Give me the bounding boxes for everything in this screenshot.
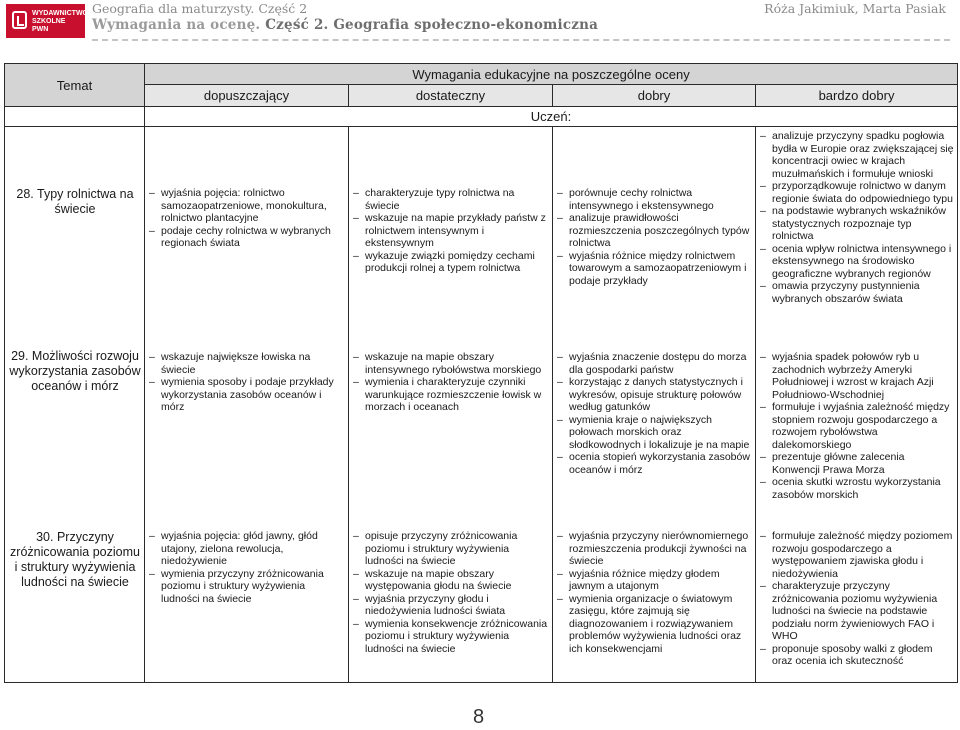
- logo-text-3: PWN: [32, 26, 49, 33]
- requirement-item: – wskazuje największe łowiska na świecie: [149, 351, 345, 376]
- requirement-item: – wyjaśnia pojęcia: głód jawny, głód utajony, zielona rewolucja, niedożywienie: [149, 530, 345, 568]
- requirement-item: – wyjaśnia pojęcia: rolnictwo samozaopatrzeniowe, monokultura, rolnictwo plantacyjne: [149, 187, 345, 225]
- document-title: [92, 17, 598, 33]
- requirement-item: – wyjaśnia przyczyny nierównomiernego rozmieszczenia produkcji żywności na świecie: [557, 530, 752, 568]
- level-bardzo-dobry: bardzo dobry: [756, 85, 958, 107]
- requirement-item: – przyporządkowuje rolnictwo w danym regionie świata do odpowiedniego typu: [760, 180, 954, 205]
- logo-text-2: SZKOLNE: [32, 18, 66, 25]
- requirement-item: – wykazuje związki pomiędzy cechami produkcji rolnej a typem rolnictwa: [353, 250, 549, 275]
- level-dostateczny: dostateczny: [349, 85, 553, 107]
- req-list: [149, 187, 345, 250]
- requirement-item: – wyjaśnia spadek połowów ryb u zachodnich wybrzeży Ameryki Południowej i wzrost w krajach Azji Południowo-Wschodniej: [760, 351, 954, 401]
- dostateczny-cell: [349, 127, 553, 683]
- table-title: Wymagania edukacyjne na poszczególne oceny: [145, 64, 958, 85]
- requirement-item: – wskazuje na mapie przykłady państw z rolnictwem intensywnym i ekstensywnym: [353, 212, 549, 250]
- requirement-item: – proponuje sposoby walki z głodem oraz ocenia ich skuteczność: [760, 643, 954, 668]
- requirement-item: – na podstawie wybranych wskaźników statystycznych rozpoznaje typ rolnictwa: [760, 205, 954, 243]
- requirements-table: [4, 63, 958, 683]
- req-list: [760, 351, 954, 501]
- req-list: [353, 187, 549, 275]
- requirement-item: – formułuje zależność między poziomem rozwoju gospodarczego a występowaniem zjawiska głodu i niedożywienia: [760, 530, 954, 580]
- topic-30: 30. Przyczyny zróżnicowania poziomu i struktury wyżywienia ludności na świecie: [10, 530, 140, 589]
- dopuszczajacy-cell: [145, 127, 349, 683]
- requirement-item: – wymienia konsekwencje zróżnicowania poziomu i struktury wyżywienia ludności na świecie: [353, 618, 549, 656]
- req-list: [557, 530, 752, 655]
- requirement-item: – porównuje cechy rolnictwa intensywnego i ekstensywnego: [557, 187, 752, 212]
- book-title: Geografia dla maturzysty. Część 2: [92, 1, 308, 16]
- requirement-item: – wskazuje na mapie obszary występowania głodu na świecie: [353, 568, 549, 593]
- level-dopuszczajacy: dopuszczający: [145, 85, 349, 107]
- req-list: [557, 351, 752, 476]
- requirement-item: – formułuje i wyjaśnia zależność między stopniem rozwoju gospodarczego a rozwojem rybołówstwa dalekomorskiego: [760, 401, 954, 451]
- requirement-item: – wskazuje na mapie obszary intensywnego rybołówstwa morskiego: [353, 351, 549, 376]
- requirement-item: – wyjaśnia różnice między rolnictwem towarowym a samozaopatrzeniowym i podaje przykłady: [557, 250, 752, 288]
- uczen-label: Uczeń:: [145, 107, 958, 127]
- document-title-part-b: Część 2. Geografia społeczno-ekonomiczna: [265, 17, 599, 33]
- requirement-item: – korzystając z danych statystycznych i wykresów, opisuje strukturę połowów według gatunków: [557, 376, 752, 414]
- requirement-item: – ocenia skutki wzrostu wykorzystania zasobów morskich: [760, 476, 954, 501]
- req-list: [353, 351, 549, 414]
- requirement-item: – charakteryzuje typy rolnictwa na świecie: [353, 187, 549, 212]
- req-list: [760, 130, 954, 305]
- uczen-blank-cell: [5, 107, 145, 127]
- requirement-item: – wyjaśnia przyczyny głodu i niedożywienia ludności świata: [353, 593, 549, 618]
- requirement-item: – analizuje prawidłowości rozmieszczenia poszczególnych typów rolnictwa: [557, 212, 752, 250]
- requirement-item: – wymienia i charakteryzuje czynniki warunkujące rozmieszczenie łowisk w morzach i oceanach: [353, 376, 549, 414]
- requirement-item: – wymienia kraje o największych połowach morskich oraz słodkowodnych i lokalizuje je na mapie: [557, 414, 752, 452]
- requirement-item: – prezentuje główne zalecenia Konwencji Prawa Morza: [760, 451, 954, 476]
- publisher-logo: [6, 4, 88, 38]
- requirement-item: – wymienia przyczyny zróżnicowania poziomu i struktury wyżywienia ludności na świecie: [149, 568, 345, 606]
- temat-header: Temat: [5, 64, 145, 107]
- requirement-item: – omawia przyczyny pustynnienia wybranych obszarów świata: [760, 280, 954, 305]
- logo-text-1: WYDAWNICTWO: [32, 10, 88, 17]
- req-list: [149, 530, 345, 605]
- requirement-item: – podaje cechy rolnictwa w wybranych regionach świata: [149, 225, 345, 250]
- requirement-item: – wyjaśnia znaczenie dostępu do morza dla gospodarki państw: [557, 351, 752, 376]
- requirement-item: – charakteryzuje przyczyny zróżnicowania poziomu wyżywienia ludności na świecie na podstawie podziału norm żywieniowych FAO i WHO: [760, 580, 954, 643]
- req-list: [760, 530, 954, 668]
- req-list: [557, 187, 752, 287]
- level-dobry: dobry: [553, 85, 756, 107]
- topic-28: 28. Typy rolnictwa na świecie: [16, 187, 134, 216]
- requirement-item: – wymienia organizacje o światowym zasięgu, które zajmują się diagnozowaniem i rozwiązywaniem problemów wyżywienia ludności oraz ich konsekwencjami: [557, 593, 752, 656]
- req-list: [149, 351, 345, 414]
- requirement-item: – opisuje przyczyny zróżnicowania poziomu i struktury wyżywienia ludności na świecie: [353, 530, 549, 568]
- requirement-item: – ocenia wpływ rolnictwa intensywnego i ekstensywnego na środowisko geograficzne wybranych regionów: [760, 243, 954, 281]
- page-number: 8: [473, 706, 485, 728]
- bardzo-dobry-cell: [756, 127, 958, 683]
- logo-mark-icon: [12, 11, 27, 29]
- req-list: [353, 530, 549, 655]
- dobry-cell: [553, 127, 756, 683]
- topics-cell: [5, 127, 145, 683]
- requirement-item: – ocenia stopień wykorzystania zasobów oceanów i mórz: [557, 451, 752, 476]
- document-title-part-a: Wymagania na ocenę.: [92, 17, 261, 33]
- header-divider: [92, 39, 950, 41]
- requirement-item: – analizuje przyczyny spadku pogłowia bydła w Europie oraz zwiększającej się koncentracji owiec w krajach muzułmańskich i formułuje wnioski: [760, 130, 954, 180]
- topic-29: 29. Możliwości rozwoju wykorzystania zasobów oceanów i mórz: [9, 349, 141, 393]
- requirement-item: – wyjaśnia różnice między głodem jawnym a utajonym: [557, 568, 752, 593]
- requirement-item: – wymienia sposoby i podaje przykłady wykorzystania zasobów oceanów i mórz: [149, 376, 345, 414]
- authors: Róża Jakimiuk, Marta Pasiak: [764, 1, 946, 16]
